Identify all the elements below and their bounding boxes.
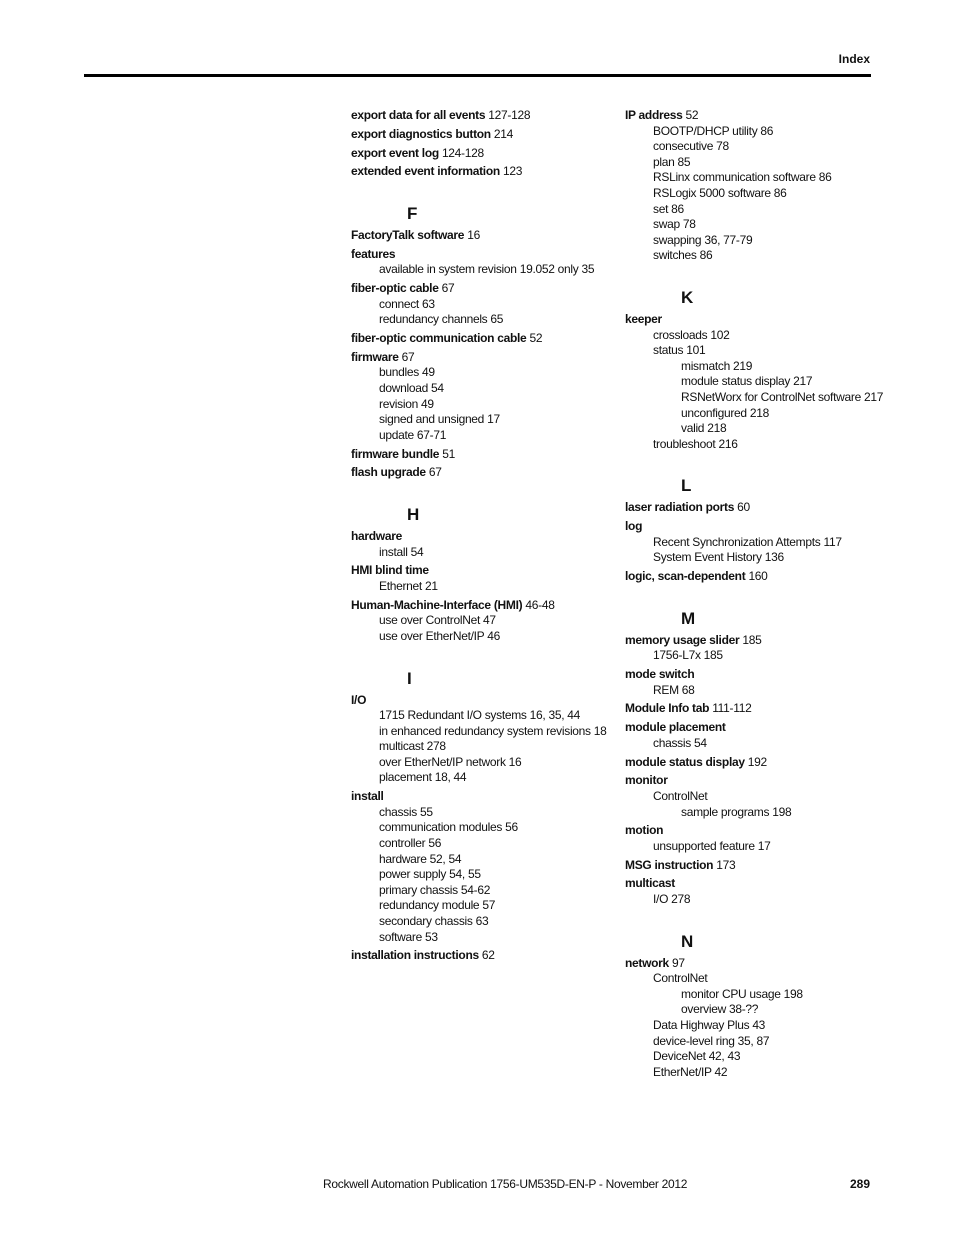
index-entry-pages: 67 [428,465,442,480]
index-entry [625,773,895,789]
index-entry [625,519,895,535]
index-subentry: REM 68 [653,682,695,697]
index-subentry: EtherNet/IP 42 [653,1064,728,1079]
index-letter-heading: I [407,668,412,688]
index-subsubentry: overview 38-?? [681,1002,759,1017]
index-subentry: available in system revision 19.052 only 35 [379,262,595,277]
index-subentry: controller 56 [379,836,442,851]
footer-page-number: 289 [849,1177,870,1191]
index-entry-term: network [625,955,669,970]
index-subentry: download 54 [379,381,444,396]
index-entry [351,529,621,545]
index-letter-heading: K [681,287,694,307]
index-entry-term: Module Info tab [625,701,710,716]
footer-publication: Rockwell Automation Publication 1756-UM535D-EN-P - November 2012 [323,1177,688,1191]
index-subentry: I/O 278 [653,892,691,907]
index-entry [351,164,621,180]
index-entry-term: module placement [625,720,726,735]
index-entry [625,755,895,771]
index-entry [351,598,621,614]
index-entry [351,127,621,143]
index-entry [351,108,621,124]
index-letter-heading: L [681,476,692,496]
index-entry [625,569,895,585]
index-subentry: revision 49 [379,396,434,411]
index-subentry: RSLogix 5000 software 86 [653,185,787,200]
index-entry-pages: 67 [401,349,415,364]
index-entry-term: monitor [625,773,668,788]
index-entry [351,465,621,481]
index-subsubentry: mismatch 219 [681,358,753,373]
index-subentry: redundancy module 57 [379,898,496,913]
index-subentry: 1756-L7x 185 [653,648,723,663]
index-subentry: set 86 [653,201,684,216]
index-entry [351,350,621,366]
index-letter-heading: H [407,504,420,524]
index-entry-term: export event log [351,145,439,160]
index-entry-term: mode switch [625,667,695,681]
index-entry-pages: 127-128 [488,108,531,122]
index-subentry: unsupported feature 17 [653,838,771,853]
index-subentry: Ethernet 21 [379,578,438,593]
index-entry [625,500,895,516]
index-entry-term: motion [625,823,664,838]
index-subentry: RSLinx communication software 86 [653,170,832,185]
index-subsubentry: unconfigured 218 [681,405,769,420]
index-subentry: swapping 36, 77-79 [653,232,753,247]
index-subentry: plan 85 [653,154,691,169]
index-entry-term: hardware [351,528,402,543]
index-entry-pages: 185 [742,632,762,647]
index-entry [625,701,895,717]
index-entry-pages: 173 [716,857,736,872]
index-entry-term: FactoryTalk software [351,227,465,242]
index-entry-term: export data for all events [351,108,486,122]
index-entry-pages: 46-48 [525,597,555,612]
index-letter-heading: N [681,931,694,951]
index-entry-term: Human-Machine-Interface (HMI) [351,597,523,612]
index-subentry: placement 18, 44 [379,770,467,785]
index-subentry: Data Highway Plus 43 [653,1018,766,1032]
index-entry-pages: 52 [685,108,699,122]
index-entry-term: laser radiation ports [625,500,735,515]
index-entry-pages: 16 [467,227,480,242]
index-subentry: power supply 54, 55 [379,867,481,882]
index-subentry: redundancy channels 65 [379,312,504,327]
index-entry-pages: 192 [747,754,767,769]
index-entry-pages: 97 [671,955,685,970]
index-entry-term: log [625,519,643,534]
header-rule [84,74,871,77]
index-entry-pages: 214 [493,126,514,141]
index-entry-pages: 160 [748,569,768,584]
index-subentry: BOOTP/DHCP utility 86 [653,123,774,138]
index-entry [351,331,621,347]
index-subentry: install 54 [379,544,424,559]
index-entry-term: export diagnostics button [351,126,491,141]
index-subentry: multicast 278 [379,739,446,754]
index-entry [625,667,895,683]
index-subentry: swap 78 [653,217,696,232]
index-entry [351,146,621,162]
index-entry-term: installation instructions [351,948,479,963]
index-entry [351,447,621,463]
index-entry-term: fiber-optic communication cable [351,331,527,346]
index-entry-term: install [351,789,384,804]
index-subentry: in enhanced redundancy system revisions 18 [379,723,607,738]
index-entry-term: IP address [625,108,683,122]
index-letter-heading: F [407,203,418,223]
index-entry [625,633,895,649]
index-entry-term: logic, scan-dependent [625,569,746,584]
index-subentry: crossloads 102 [653,327,730,342]
index-entry-term: fiber-optic cable [351,281,439,296]
index-entry [351,693,621,709]
index-entry-term: flash upgrade [351,465,426,480]
index-entry-term: module status display [625,754,745,769]
index-subsubentry: module status display 217 [681,374,813,389]
index-subentry: chassis 55 [379,804,433,819]
index-entry-pages: 60 [737,500,750,515]
index-subentry: connect 63 [379,296,435,311]
index-subsubentry: valid 218 [681,421,727,436]
index-entry-pages: 123 [502,164,523,179]
index-subentry: software 53 [379,929,438,944]
index-subentry: update 67-71 [379,427,447,442]
index-entry [625,876,895,892]
index-entry-term: features [351,246,396,261]
index-subentry: status 101 [653,343,706,358]
index-subentry: ControlNet [653,788,708,803]
index-entry [351,948,621,964]
index-subentry: hardware 52, 54 [379,851,462,866]
index-subentry: chassis 54 [653,735,707,750]
index-entry-term: memory usage slider [625,632,740,647]
index-subentry: 1715 Redundant I/O systems 16, 35, 44 [379,708,581,723]
index-subentry: use over EtherNet/IP 46 [379,628,500,643]
index-subentry: troubleshoot 216 [653,436,738,451]
index-entry-pages: 111-112 [712,701,752,716]
index-entry-pages: 62 [481,948,495,963]
index-entry-term: MSG instruction [625,857,714,872]
index-subentry: use over ControlNet 47 [379,613,496,628]
index-subentry: switches 86 [653,248,713,263]
index-entry-pages: 52 [529,331,543,346]
index-entry-pages: 51 [442,446,455,461]
index-entry [351,228,621,244]
index-letter-heading: M [681,608,696,628]
index-entry [351,247,621,263]
index-entry [625,108,895,124]
index-entry [351,563,621,579]
index-entry [625,720,895,736]
index-subentry: signed and unsigned 17 [379,412,500,427]
index-entry [351,281,621,297]
index-subentry: consecutive 78 [653,139,729,154]
index-subentry: DeviceNet 42, 43 [653,1049,741,1064]
index-entry-term: firmware [351,349,399,364]
index-subentry: Recent Synchronization Attempts 117 [653,534,842,549]
index-entry [625,823,895,839]
index-subsubentry: sample programs 198 [681,804,792,819]
index-subentry: ControlNet [653,971,708,986]
index-subentry: secondary chassis 63 [379,914,489,928]
index-entry-term: keeper [625,311,662,326]
index-entry-term: extended event information [351,164,500,179]
index-subsubentry: RSNetWorx for ControlNet software 217 [681,389,884,404]
index-subentry: over EtherNet/IP network 16 [379,754,522,769]
index-entry [625,956,895,972]
index-entry-term: I/O [351,692,367,707]
index-entry-pages: 124-128 [441,145,484,160]
index-column-right [625,108,895,1080]
index-subentry: bundles 49 [379,365,435,380]
index-entry [351,789,621,805]
index-entry-term: multicast [625,876,675,891]
index-column-left [351,108,621,964]
index-entry [625,312,895,328]
index-subentry: communication modules 56 [379,820,518,835]
index-entry-pages: 67 [441,281,455,296]
index-subsubentry: monitor CPU usage 198 [681,986,803,1001]
index-entry [625,858,895,874]
index-subentry: device-level ring 35, 87 [653,1033,770,1048]
index-subentry: primary chassis 54-62 [379,882,491,897]
index-entry-term: firmware bundle [351,446,440,461]
index-subentry: System Event History 136 [653,550,784,565]
index-entry-term: HMI blind time [351,563,429,578]
running-header-title: Index [838,52,870,66]
